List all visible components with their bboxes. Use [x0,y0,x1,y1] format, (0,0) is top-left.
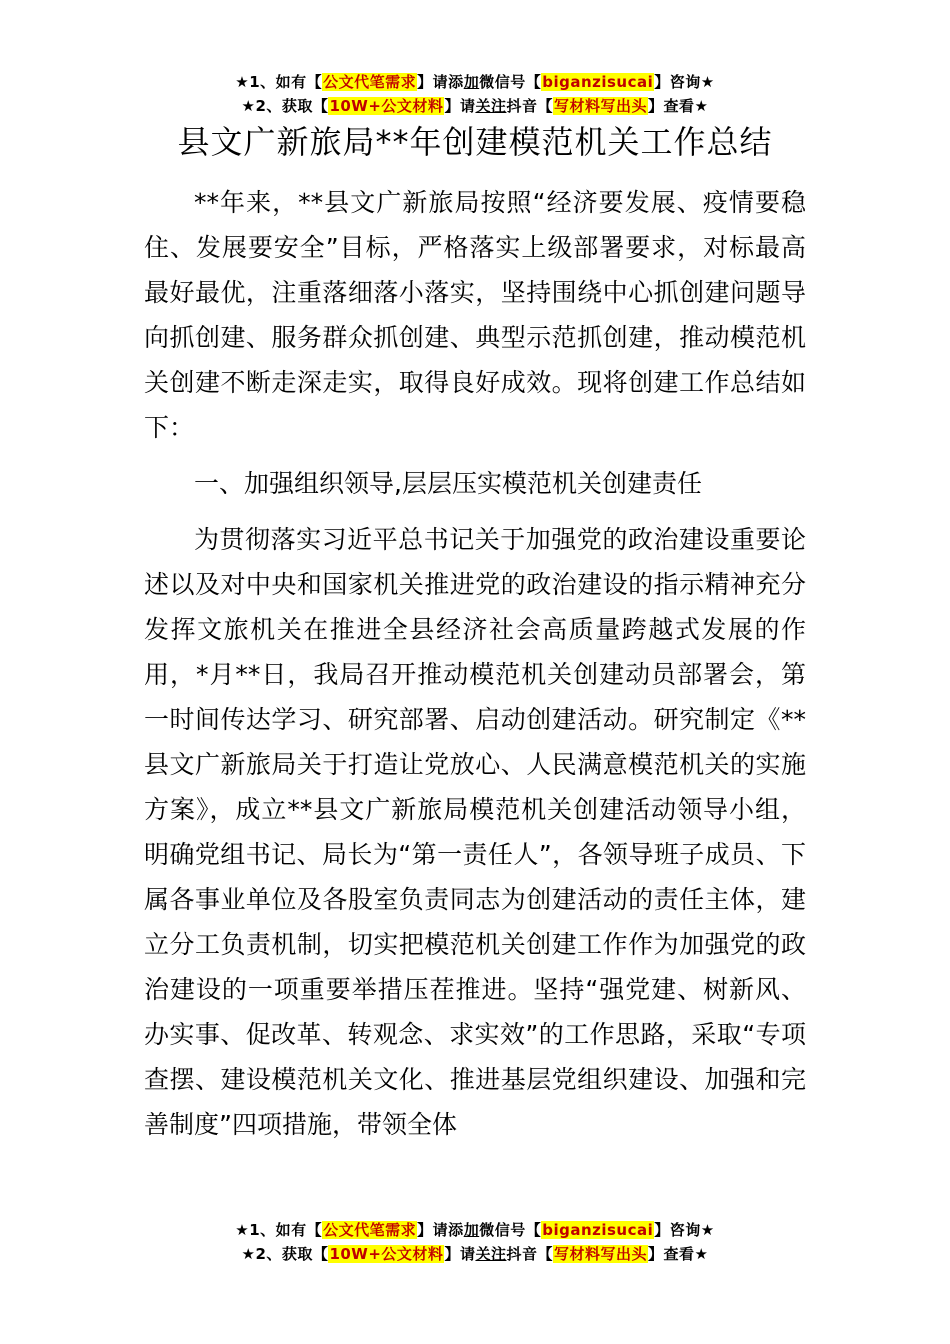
highlight-douyin-account: 写材料写出头 [553,97,647,115]
banner-line-2: ★2、获取【10W+公文材料】请关注抖音【写材料写出头】查看★ [241,1245,709,1263]
section-heading-1: 一、加强组织领导,层层压实模范机关创建责任 [194,469,702,498]
banner-line-2: ★2、获取【10W+公文材料】请关注抖音【写材料写出头】查看★ [241,97,709,115]
highlight-writing-service: 公文代笔需求 [323,73,417,91]
paragraph-intro: **年来，**县文广新旅局按照“经济要发展、疫情要稳住、发展要安全”目标，严格落实上级部署要求，对标最高最好最优，注重落细落小落实，坚持围绕中心抓创建问题导向抓创建、服务群众抓创建、典型示范抓创建，推动模范机关创建不断走深走实，取得良好成效。现将创建工作总结如下： [144,188,806,442]
highlight-materials: 10W+公文材料 [329,97,444,115]
paragraph-section-1: 为贯彻落实习近平总书记关于加强党的政治建设重要论述以及对中央和国家机关推进党的政治建设的指示精神充分发挥文旅机关在推进全县经济社会高质量跨越式发展的作用，*月**日，我局召开推动模范机关创建动员部署会，第一时间传达学习、研究部署、启动创建活动。研究制定《**县文广新旅局关于打造让党放心、人民满意模范机关的实施方案》，成立**县文广新旅局模范机关创建活动领导小组，明确党组书记、局长为“第一责任人”，各领导班子成员、下属各事业单位及各股室负责同志为创建活动的责任主体，建立分工负责机制，切实把模范机关创建工作作为加强党的政治建设的一项重要举措压茬推进。坚持“强党建、树新风、办实事、促改革、转观念、求实效”的工作思路，采取“专项查摆、建设模范机关文化、推进基层党组织建设、加强和完善制度”四项措施，带领全体 [144,525,806,1139]
banner-line-1: ★1、如有【公文代笔需求】请添加微信号【biganzisucai】咨询★ [235,73,715,91]
highlight-writing-service: 公文代笔需求 [323,1221,417,1239]
document-title: 县文广新旅局**年创建模范机关工作总结 [177,123,773,161]
highlight-douyin-account: 写材料写出头 [553,1245,647,1263]
banner-line-1: ★1、如有【公文代笔需求】请添加微信号【biganzisucai】咨询★ [235,1221,715,1239]
header-banner [0,70,950,118]
highlight-wechat-id: biganzisucai [542,73,654,91]
footer-banner [0,1218,950,1266]
highlight-wechat-id: biganzisucai [542,1221,654,1239]
document-body [144,180,806,1147]
highlight-materials: 10W+公文材料 [329,1245,444,1263]
